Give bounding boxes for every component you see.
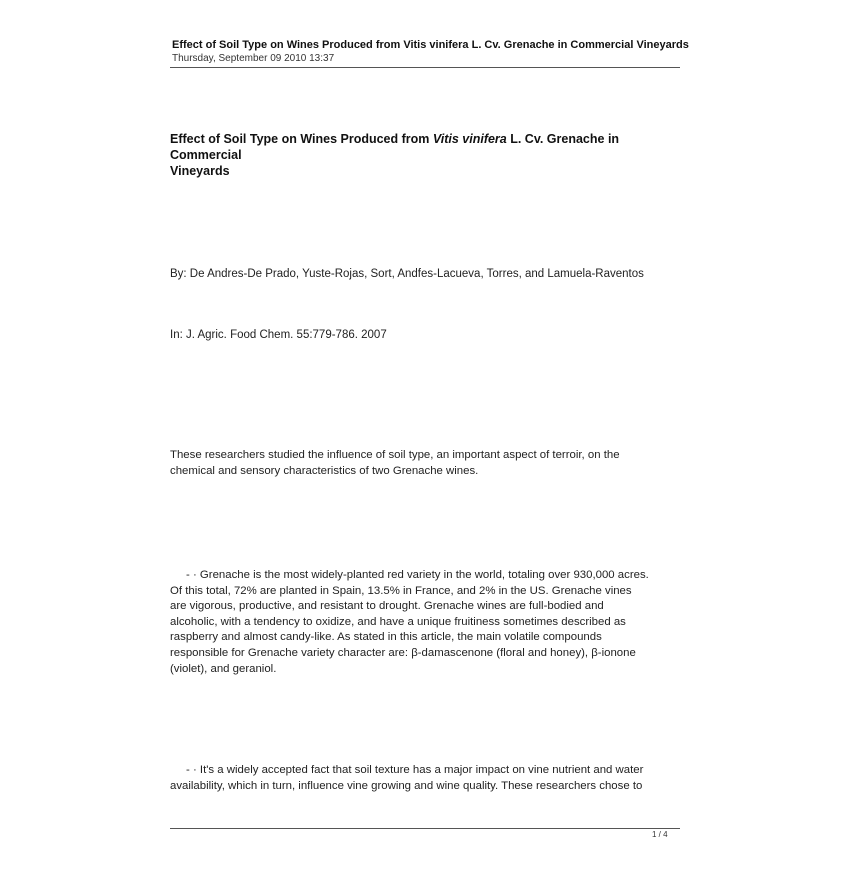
header-title: Effect of Soil Type on Wines Produced from Vitis vinifera L. Cv. Grenache in Commercial Vineyards [172, 39, 689, 51]
bullet-paragraph-soil [170, 763, 685, 794]
page-number: 1 / 4 [652, 830, 668, 839]
intro-line: chemical and sensory characteristics of two Grenache wines. [170, 464, 479, 477]
title-part-1: Effect of Soil Type on Wines Produced from [170, 132, 433, 146]
citation-line: In: J. Agric. Food Chem. 55:779-786. 2007 [170, 329, 387, 341]
header-datetime: Thursday, September 09 2010 13:37 [172, 53, 335, 64]
bullet-line: - · Grenache is the most widely-planted red variety in the world, totaling over 930,000 acres. [186, 569, 649, 581]
document-title [170, 131, 690, 179]
bullet-line: (violet), and geraniol. [170, 662, 277, 675]
bullet-paragraph-grenache [170, 568, 685, 677]
bullet-line: - · It's a widely accepted fact that soil texture has a major impact on vine nutrient and water [186, 764, 644, 776]
intro-paragraph [170, 448, 685, 479]
bullet-line: raspberry and almost candy-like. As stated in this article, the main volatile compounds [170, 631, 602, 644]
authors-line: By: De Andres-De Prado, Yuste-Rojas, Sort, Andfes-Lacueva, Torres, and Lamuela-Raventos [170, 268, 644, 280]
intro-line: These researchers studied the influence of soil type, an important aspect of terroir, on the [170, 449, 620, 461]
bullet-line: Of this total, 72% are planted in Spain, 13.5% in France, and 2% in the US. Grenache vines [170, 584, 632, 597]
bullet-line: availability, which in turn, influence vine growing and wine quality. These researchers chose to [170, 779, 643, 792]
footer-divider [170, 828, 680, 829]
bullet-line: alcoholic, with a tendency to oxidize, and have a unique fruitiness sometimes described as [170, 615, 626, 628]
title-part-2: L. Cv. Grenache in Commercial [170, 132, 620, 162]
bullet-line: responsible for Grenache variety character are: β-damascenone (floral and honey), β-ionone [170, 646, 636, 659]
header-divider [170, 67, 680, 68]
title-line-2: Vineyards [170, 164, 230, 178]
bullet-line: are vigorous, productive, and resistant to drought. Grenache wines are full-bodied and [170, 600, 604, 613]
title-italic-species: Vitis vinifera [432, 132, 507, 146]
